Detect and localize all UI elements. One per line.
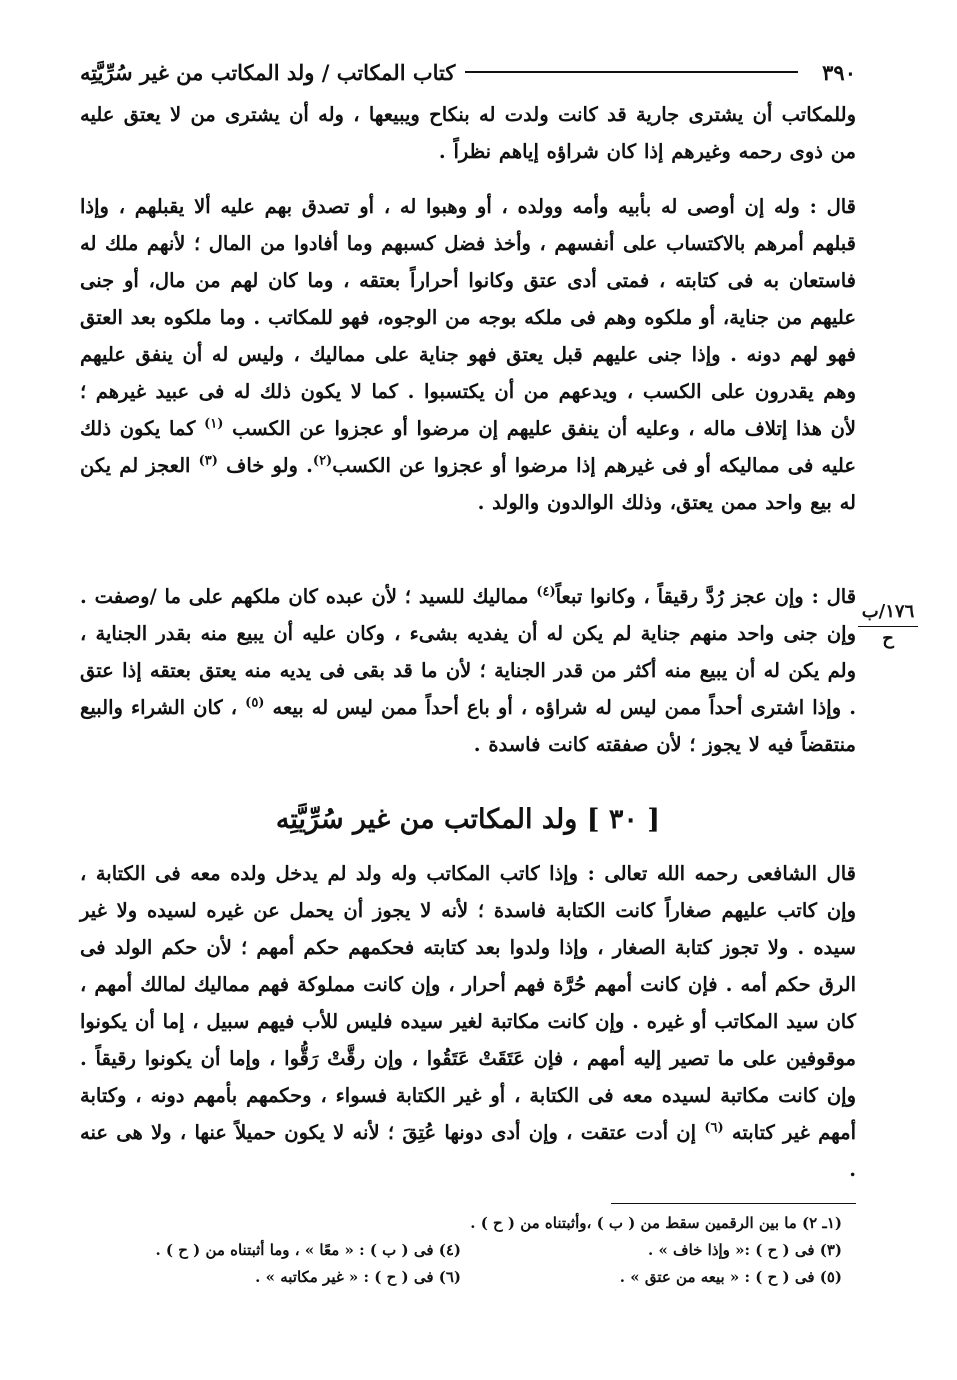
paragraph-text: . ولو خاف — [226, 454, 313, 477]
footnote-row — [80, 1237, 856, 1264]
paragraph-3 — [80, 578, 856, 763]
section-heading: [ ٣٠ ] ولد المكاتب من غير سُرِّيَّتِه — [275, 804, 661, 835]
footnote-ref-3: (٣) — [198, 453, 218, 469]
running-header — [80, 52, 856, 92]
footnote-rule — [611, 1203, 856, 1204]
paragraph-1 — [80, 96, 856, 170]
footnote-row — [80, 1264, 856, 1291]
paragraph-text: مماليك للسيد ؛ لأن عبده كان ملكهم على ما /وصفت . وإن جنى واحد منهم جناية لم يكن له أن يفديه بشىء ، وكان عليه أن يبيع منه بقدر الجناية ، ولم يكن له أن يبيع منه أكثر من قدر الجناية ؛ لأن ما قد بقى فى يديه منه يعتق بعتقه إذا عتق . وإذا اشترى أحداً ممن ليس له شراؤه ، أو باع أحداً ممن ليس له بيعه — [80, 585, 857, 719]
paragraph-text: العجز لم يكن له بيع واحد ممن يعتق، وذلك الوالدون والولد . — [80, 454, 856, 514]
footnote-6: (٦) فى ( ح ) : « غير مكاتبه » . — [255, 1268, 461, 1286]
footnote-4: (٤) فى ( ب ) : « معًا » ، وما أثبتناه من ( ح ) . — [155, 1241, 461, 1259]
paragraph-text: وللمكاتب أن يشترى جارية قد كانت ولدت له بنكاح ويبيعها ، وله أن يشترى من لا يعتق عليه من ذوى رحمه وغيرهم إذا كان شراؤه إياهم نظراً . — [80, 103, 856, 163]
header-title: كتاب المكاتب / ولد المكاتب من غير سُرِّيَّتِه — [80, 59, 456, 85]
footnotes — [80, 1210, 856, 1291]
footnote-3: (٣) فى ( ح ) :« وإذا خاف » . — [648, 1241, 842, 1259]
paragraph-2 — [80, 188, 856, 521]
footnote-row — [80, 1210, 856, 1237]
paragraph-text: رحمه الله تعالى : وإذا كاتب المكاتب وله ولد لم يدخل ولده معه فى الكتابة ، وإن كاتب عليهم صغاراً كانت الكتابة فاسدة ؛ لأنه لا يجوز أن يحمل عن غيره لسيده ولا غير سيده . ولا تجوز كتابة الصغار ، وإذا ولدوا بعد كتابته فحكمهم حكم أمهم ؛ لأن حكم الولد فى الرق حكم أمه . فإن كانت أمهم حُرَّة فهم أحرار ، وإن كانت مملوكة فهم مماليك لمالك أمهم ، كان سيد المكاتب أو غيره . وإن كانت مكاتبة لغير سيده فليس للأب فيهم سبيل ، إما أن يكونوا موقوفين على ما تصير إليه أمهم ، فإن عَتَقَتْ عَتَقُوا ، وإن رقَّتْ رَقُّوا ، وإما أن يكونوا رقيقاً . وإن كانت مكاتبة لسيده معه فى الكتابة ، أو غير الكتابة فسواء ، وحكمهم بأمهم دونه ، وكتابة أمهم غير كتابته — [80, 862, 856, 1144]
paragraph-text: وإن عجز رُدَّ رقيقاً ، وكانوا تبعاً — [555, 585, 804, 608]
margin-note — [858, 600, 918, 651]
paragraph-text: ، كان الشراء والبيع منتقضاً فيه لا يجوز ؛ لأن صفقته كانت فاسدة . — [80, 696, 856, 756]
footnote-ref-2: (٢) — [312, 453, 333, 469]
paragraph-text: وله إن أوصى له بأبيه وأمه وولده ، أو وهبوا له ، أو تصدق بهم عليه ألا يقبلهم ، وإذا قبلهم أمرهم بالاكتساب على أنفسهم ، وأخذ فضل كسبهم وما أفادوا من المال ؛ لأنهم ملك له فاستعان به فى كتابته ، فمتى أدى عتق وكانوا أحراراً بعتقه ، وما كان لهم من مال، أو جنى عليهم من جناية، أو ملكوه وهم فى ملكه بوجه من الوجوه، فهو للمكاتب . وما ملكوه بعد العتق فهو لهم دونه . وإذا جنى عليهم قبل يعتق فهو جناية على مماليك ، وليس له أن ينفق عليهم وهم يقدرون على الكسب ، ويدعهم من أن يكتسبوا . كما لا يكون ذلك له فى عبيد غيرهم ؛ لأن هذا إتلاف ماله ، وعليه أن ينفق عليهم إن مرضوا أو عجزوا عن الكسب — [80, 195, 857, 440]
page-number: ٣٩٠ — [822, 59, 856, 85]
footnote-1-2: (١ـ ٢) ما بين الرقمين سقط من ( ب ) ،وأثبتناه من ( ح ) . — [470, 1214, 842, 1232]
folio-marker: ١٧٦/ب — [858, 600, 918, 627]
footnote-ref-4: (٤) — [536, 584, 556, 600]
paragraph-lead: قال : — [811, 585, 857, 608]
footnote-empty — [80, 1210, 461, 1237]
paragraph-text: كما يكون ذلك عليه فى مماليكه أو فى غيرهم إذا مرضوا أو عجزوا عن الكسب — [80, 417, 856, 477]
paragraph-lead: قال : — [809, 195, 857, 218]
footnote-5: (٥) فى ( ح ) : « بيعه من عتق » . — [619, 1268, 842, 1286]
footnote-ref-1: (١) — [204, 416, 224, 432]
footnote-ref-6: (٦) — [704, 1120, 724, 1136]
paragraph-4 — [80, 855, 856, 1188]
header-rule — [465, 71, 798, 73]
paragraph-lead: قال الشافعى — [747, 862, 856, 885]
manuscript-siglum: ح — [882, 628, 894, 649]
footnote-ref-5: (٥) — [245, 695, 265, 711]
paragraph-text: إن أدت عتقت ، وإن أدى دونها عُتِقَ ؛ لأنه لا يكون حميلاً عنها ، ولا هى عنه . — [80, 1121, 856, 1181]
